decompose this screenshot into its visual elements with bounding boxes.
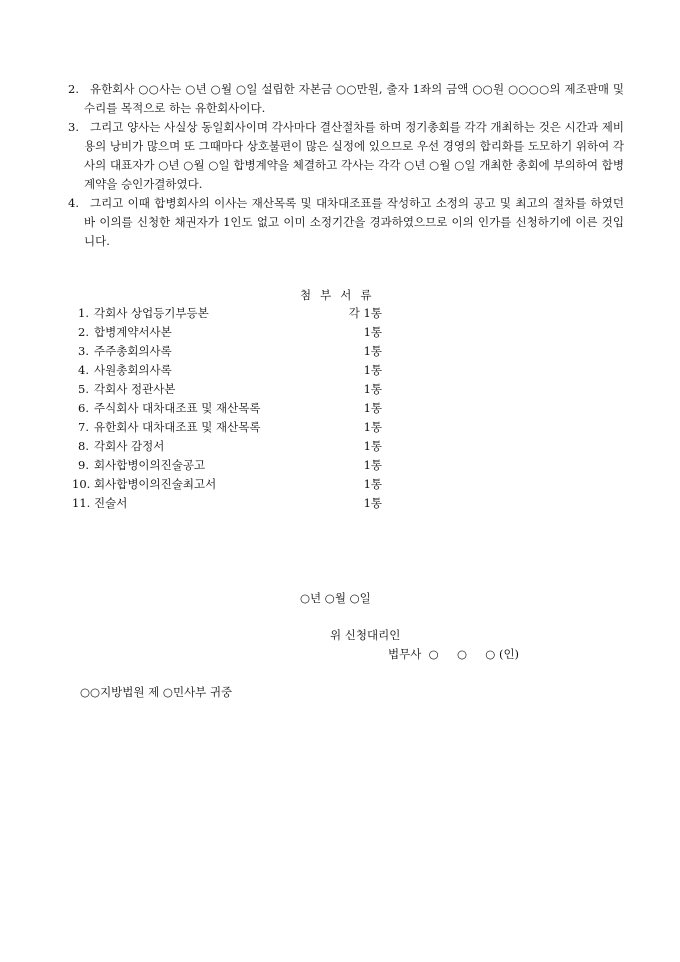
paragraph-number: 3. bbox=[68, 120, 79, 134]
attachment-name: 유한회사 대차대조표 및 재산목록 bbox=[94, 420, 261, 434]
attachment-quantity: 각 1통 bbox=[348, 306, 382, 320]
attachment-item bbox=[72, 304, 392, 323]
attachment-number: 7. bbox=[78, 420, 89, 434]
attachment-number: 9. bbox=[78, 458, 89, 472]
paragraph-number: 4. bbox=[68, 196, 79, 210]
paragraph-4 bbox=[68, 194, 624, 251]
attachment-name: 회사합병이의진술공고 bbox=[94, 458, 206, 472]
agent-name-seal: 법무사 ○ ○ ○ (인) bbox=[388, 647, 520, 661]
attachment-item bbox=[72, 323, 392, 342]
attachment-item bbox=[72, 437, 392, 456]
attachment-quantity: 1통 bbox=[363, 439, 382, 453]
attachment-quantity: 1통 bbox=[363, 382, 382, 396]
attachment-quantity: 1통 bbox=[363, 363, 382, 377]
paragraph-text: 유한회사 ○○사는 ○년 ○월 ○일 설립한 자본금 ○○만원, 출자 1좌의 금액 ○○원 ○○○○의 제조판매 및 수리를 목적으로 하는 유한회사이다. bbox=[84, 82, 624, 115]
attachment-item bbox=[72, 380, 392, 399]
attachment-number: 2. bbox=[78, 325, 89, 339]
paragraph-number: 2. bbox=[68, 82, 79, 96]
paragraph-text: 그리고 양사는 사실상 동일회사이며 각사마다 결산절차를 하며 정기총회를 각각 개최하는 것은 시간과 제비용의 낭비가 많으며 또 그때마다 상호불편이 많은 실정에 있으므로 우선 경영의 합리화를 도모하기 위하여 각사의 대표자가 ○년 ○월 ○일 합병계약을 체결하고 각사는 각각 ○년 ○월 ○일 개최한 총회에 부의하여 합병계약을 승인가결하였다. bbox=[84, 120, 624, 191]
attachment-item bbox=[72, 399, 392, 418]
attachment-quantity: 1통 bbox=[363, 458, 382, 472]
attachment-number: 6. bbox=[78, 401, 89, 415]
attachment-quantity: 1통 bbox=[363, 325, 382, 339]
attachment-number: 8. bbox=[78, 439, 89, 453]
attachment-item bbox=[72, 494, 392, 513]
document-date: ○년 ○월 ○일 bbox=[300, 591, 371, 605]
attachment-quantity: 1통 bbox=[363, 420, 382, 434]
attachment-number: 4. bbox=[78, 363, 89, 377]
attachment-name: 진술서 bbox=[94, 496, 128, 510]
attachment-item bbox=[72, 456, 392, 475]
attachments-list bbox=[72, 304, 392, 513]
attachment-name: 사원총회의사록 bbox=[94, 363, 172, 377]
paragraph-2 bbox=[68, 80, 624, 118]
attachment-name: 회사합병이의진술최고서 bbox=[94, 477, 217, 491]
attachment-name: 각회사 정관사본 bbox=[94, 382, 176, 396]
attachment-number: 5. bbox=[78, 382, 89, 396]
attachment-name: 주주총회의사록 bbox=[94, 344, 172, 358]
attachments-title: 첨부서류 bbox=[300, 288, 381, 302]
agent-role: 위 신청대리인 bbox=[330, 628, 401, 642]
paragraph-text: 그리고 이때 합병회사의 이사는 재산목록 및 대차대조표를 작성하고 소정의 공고 및 최고의 절차를 하였던 바 이의를 신청한 채권자가 1인도 없고 이미 소정기간을 경과하였으므로 이의 인가를 신청하기에 이른 것입니다. bbox=[84, 196, 624, 248]
attachment-item bbox=[72, 418, 392, 437]
attachment-name: 주식회사 대차대조표 및 재산목록 bbox=[94, 401, 261, 415]
attachment-quantity: 1통 bbox=[363, 344, 382, 358]
attachment-quantity: 1통 bbox=[363, 401, 382, 415]
attachment-name: 각회사 상업등기부등본 bbox=[94, 306, 209, 320]
attachment-item bbox=[72, 361, 392, 380]
court-addressee: ○○지방법원 제 ○민사부 귀중 bbox=[80, 685, 233, 699]
attachment-number: 1. bbox=[78, 306, 89, 320]
attachment-name: 각회사 감정서 bbox=[94, 439, 165, 453]
attachment-name: 합병계약서사본 bbox=[94, 325, 172, 339]
attachment-quantity: 1통 bbox=[363, 477, 382, 491]
attachment-number: 3. bbox=[78, 344, 89, 358]
attachment-item bbox=[72, 342, 392, 361]
attachment-number: 11. bbox=[72, 496, 91, 510]
paragraph-3 bbox=[68, 118, 624, 194]
attachment-number: 10. bbox=[72, 477, 91, 491]
attachment-item bbox=[72, 475, 392, 494]
attachment-quantity: 1통 bbox=[363, 496, 382, 510]
